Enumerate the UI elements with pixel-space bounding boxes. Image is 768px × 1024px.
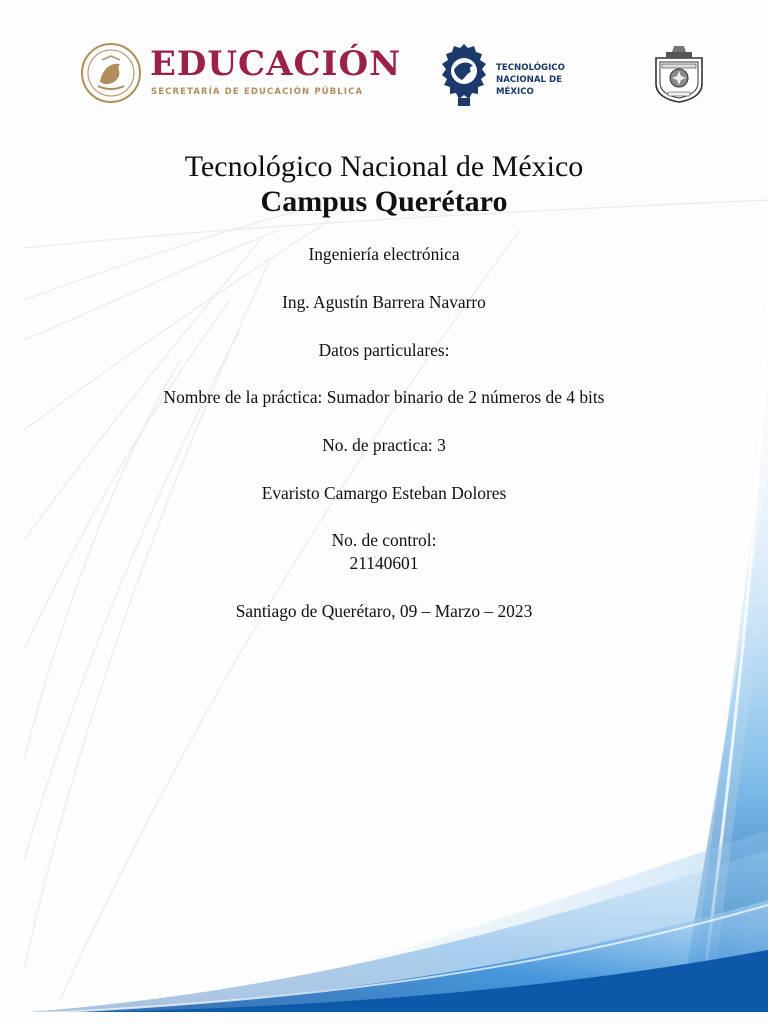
control-number-text: 21140601: [349, 553, 419, 573]
tecnm-logo: [440, 42, 600, 108]
tecnm-wordmark: [496, 62, 600, 98]
mexico-seal-icon: [80, 42, 142, 104]
teacher-text: Ing. Agustín Barrera Navarro: [282, 292, 486, 312]
place-date-text: Santiago de Querétaro, 09 – Marzo – 2023: [235, 601, 533, 621]
student-name-text: Evaristo Camargo Esteban Dolores: [261, 483, 507, 503]
control-label: No. de control:: [331, 530, 437, 550]
sep-educacion-logo: [80, 42, 402, 106]
educacion-subtitle: SECRETARÍA DE EDUCACIÓN PÚBLICA: [151, 86, 364, 96]
section-label: Datos particulares:: [318, 340, 450, 360]
tecnm-line-2: NACIONAL DE MÉXICO: [496, 75, 562, 97]
career-text: Ingeniería electrónica: [308, 244, 460, 264]
campus-shield-icon: [652, 44, 706, 104]
tecnm-line-1: TECNOLÓGICO: [496, 63, 565, 73]
tecnm-emblem-icon: [440, 42, 488, 108]
educacion-wordmark: EDUCACIÓN: [150, 44, 402, 84]
campus-title: Campus Querétaro: [260, 185, 508, 218]
practice-name-text: Nombre de la práctica: Sumador binario de 2 números de 4 bits: [163, 387, 605, 407]
practice-number-text: No. de practica: 3: [322, 435, 446, 455]
institution-title: Tecnológico Nacional de México: [184, 150, 584, 183]
